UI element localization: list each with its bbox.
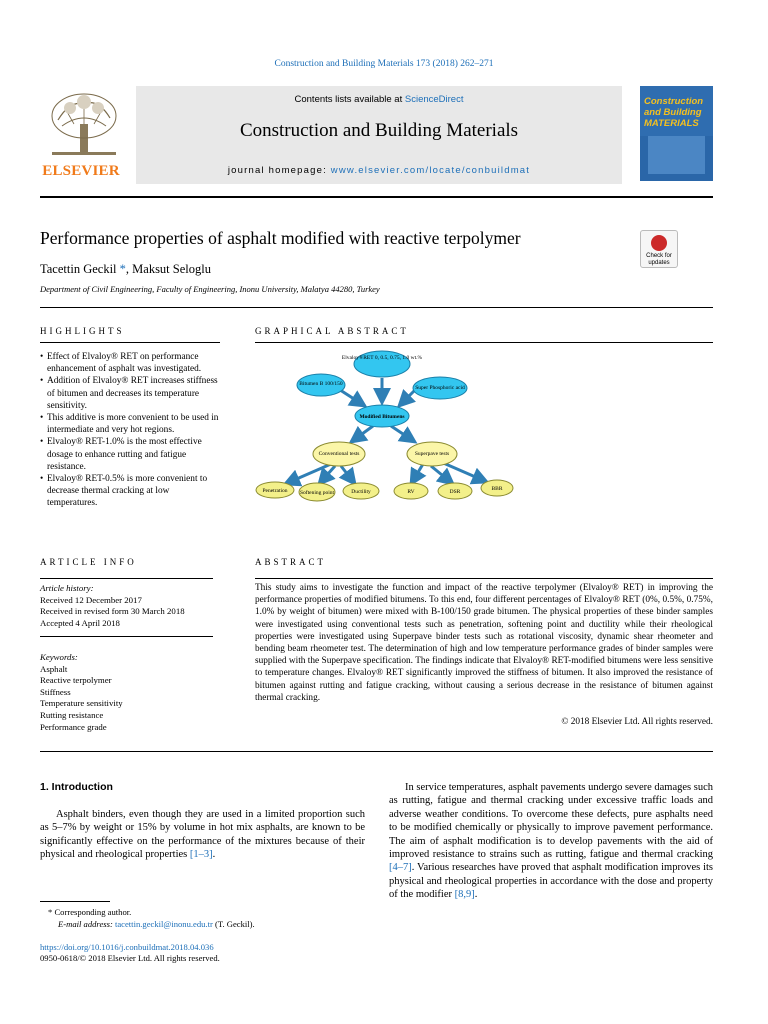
- node-phosphoric-text: Super Phosphoric acid: [415, 385, 465, 391]
- history-accepted: Accepted 4 April 2018: [40, 617, 120, 628]
- highlight-item: • Elvaloy® RET-0.5% is more convenient to decrease thermal cracking at low temperatures.: [40, 473, 220, 510]
- affiliation: Department of Civil Engineering, Faculty of Engineering, Inonu University, Malatya 44280, Turkey: [40, 284, 380, 294]
- intro-p2-text-2: . Various researches have proved that asphalt modification improves its physical and rheological properties in accordance with the dose and property of the modifier: [389, 862, 713, 901]
- graphical-abstract-figure[interactable]: [255, 348, 515, 508]
- check-updates-icon: [651, 235, 667, 251]
- leaf-bbr-text: BBR: [491, 486, 503, 492]
- node-superpave-text: Superpave tests: [414, 451, 450, 457]
- arrow-rv: [411, 464, 423, 484]
- graphical-abstract-rule: [255, 342, 713, 343]
- homepage-link[interactable]: www.elsevier.com/locate/conbuildmat: [330, 165, 531, 176]
- node-bitumen-text: Bitumen B 100/150: [299, 381, 343, 387]
- graphical-abstract-heading: GRAPHICAL ABSTRACT: [255, 326, 409, 336]
- body-divider: [40, 751, 713, 752]
- arrow-conv: [351, 426, 373, 442]
- intro-p1-end: .: [212, 849, 216, 861]
- issn-line: 0950-0618/© 2018 Elsevier Ltd. All rights reserved.: [40, 953, 220, 963]
- sciencedirect-link[interactable]: ScienceDirect: [404, 94, 464, 105]
- article-info-heading: ARTICLE INFO: [40, 557, 137, 567]
- citation-4-7[interactable]: [4–7]: [389, 862, 412, 874]
- keyword-item: Performance grade: [40, 721, 107, 732]
- leaf-dsr-text: DSR: [449, 489, 461, 495]
- arrow-pen: [285, 464, 331, 484]
- highlights-heading: HIGHLIGHTS: [40, 326, 125, 336]
- author-geckil[interactable]: Tacettin Geckil: [40, 262, 117, 276]
- history-revised: Received in revised form 30 March 2018: [40, 606, 185, 617]
- article-info-rule: [40, 578, 213, 579]
- arrow-super: [391, 426, 415, 442]
- keywords-block: [40, 652, 213, 733]
- journal-homepage: [136, 165, 622, 176]
- corresponding-author-note: * Corresponding author.: [48, 907, 132, 917]
- author-list: [40, 262, 211, 277]
- node-conventional-text: Conventional tests: [318, 451, 360, 457]
- intro-paragraph-2: [389, 781, 713, 902]
- email-label: E-mail address:: [58, 919, 115, 929]
- abstract-body: This study aims to investigate the function and impact of the reactive terpolymer (Elvaloy® RET) in improving the performance properties of modified bitumens. To this end, four different percentages of Elvaloy® RET (0%, 0.5%, 0.75%, 1.0% by weight of bitumen) were mixed with B-100/150 grade bitumen. The physical properties of these binder samples were investigated using conventional tests such as penetration, softening point and ductility while their rheological properties were investigated using Superpave binder tests such as rotational viscosity, dynamic shear rheometer and bending beam rheometer test. The determination of high and low temperature performance grades of binder samples were supplied with the Superpave specification. The findings indicate that Elvaloy® RET-modified bitumens were less sensitive to temperature changes. Elvaloy® RET significantly improved the stiffness of bitumen. It also improved the resistance of bitumen against rutting and fatigue cracking, without causing a serious decrease in the resistance of bitumen against thermal cracking.: [255, 583, 713, 703]
- corresponding-mark[interactable]: *: [116, 262, 126, 276]
- leaf-penetration-text: Penetration: [262, 488, 288, 494]
- intro-p1-text: Asphalt binders, even though they are used in a limited proportion such as 5–7% by weight or 15% by volume in hot mix asphalts, are known to be significantly effective on the performance of the mixtures because of their physical and rheological properties: [40, 809, 365, 861]
- highlight-item: • Elvaloy® RET-1.0% is the most effective dosage to enhance rutting and fatigue resistance.: [40, 436, 220, 473]
- article-history: [40, 583, 213, 629]
- keyword-item: Temperature sensitivity: [40, 698, 123, 709]
- doi-link[interactable]: https://doi.org/10.1016/j.conbuildmat.2018.04.036: [40, 942, 214, 952]
- introduction-heading: 1. Introduction: [40, 781, 113, 793]
- leaf-softening-text: Softening point: [299, 490, 335, 496]
- elsevier-wordmark: ELSEVIER: [42, 163, 120, 179]
- highlight-item: • Addition of Elvaloy® RET increases stiffness of bitumen and decreases its temperature sensitivity.: [40, 375, 220, 412]
- contents-prefix: Contents lists available at: [294, 94, 405, 105]
- author-seloglu[interactable]: Maksut Seloglu: [132, 262, 211, 276]
- paper-title: Performance properties of asphalt modified with reactive terpolymer: [40, 228, 521, 248]
- cover-image: [648, 136, 705, 174]
- badge-label: Check for updates: [646, 253, 672, 266]
- journal-title: Construction and Building Materials: [239, 120, 519, 141]
- citation-1-3[interactable]: [1–3]: [189, 849, 213, 861]
- highlights-list: [40, 351, 220, 510]
- journal-cover[interactable]: [640, 86, 713, 181]
- keyword-item: Stiffness: [40, 686, 71, 697]
- contents-line: [136, 94, 622, 105]
- journal-reference[interactable]: Construction and Building Materials 173 (2018) 262–271: [274, 59, 494, 69]
- node-elvaloy-text: Elvaloy®RET 0, 0.5, 0.75, 1.0 wt.%: [341, 355, 423, 361]
- email-suffix: (T. Geckil).: [212, 919, 255, 929]
- citation-8-9[interactable]: [8,9]: [454, 889, 475, 901]
- footnote-rule: [40, 901, 110, 902]
- check-for-updates-badge[interactable]: [640, 230, 678, 268]
- keyword-item: Asphalt: [40, 663, 68, 674]
- arrow-duct: [341, 466, 355, 484]
- keyword-item: Reactive terpolymer: [40, 675, 112, 686]
- header-divider: [40, 196, 713, 198]
- highlight-item: • Effect of Elvaloy® RET on performance enhancement of asphalt was investigated.: [40, 351, 220, 375]
- abstract-rule: [255, 578, 713, 579]
- node-modified-text: Modified Bitumens: [359, 414, 405, 420]
- cover-title: Construction and Building MATERIALS: [644, 96, 704, 129]
- homepage-prefix: journal homepage:: [227, 165, 331, 176]
- intro-p2-end: .: [474, 889, 478, 901]
- intro-paragraph-1: [40, 808, 365, 862]
- arrow-dsr: [431, 466, 453, 484]
- leaf-rv-text: RV: [407, 489, 415, 495]
- keywords-rule: [40, 636, 213, 637]
- author-separator: ,: [125, 262, 133, 276]
- email-line: [58, 918, 255, 930]
- title-divider: [40, 307, 713, 308]
- history-received: Received 12 December 2017: [40, 594, 142, 605]
- highlight-item: • This additive is more convenient to be used in intermediate and very hot regions.: [40, 412, 220, 436]
- keyword-item: Rutting resistance: [40, 709, 104, 720]
- email-link[interactable]: tacettin.geckil@inonu.edu.tr: [114, 919, 213, 929]
- keywords-label: Keywords:: [40, 652, 78, 662]
- leaf-ductility-text: Ductility: [351, 489, 371, 495]
- history-label: Article history:: [40, 583, 94, 593]
- abstract-copyright: © 2018 Elsevier Ltd. All rights reserved.: [561, 717, 713, 727]
- highlights-rule: [40, 342, 220, 343]
- abstract-heading: ABSTRACT: [255, 557, 327, 567]
- intro-p2-text-1: In service temperatures, asphalt pavements undergo severe damages such as rutting, fatigue and thermal cracking under excessive traffic loads and adverse weather conditions. To overcome these defects, pure asphalts need to be modified chemically or physically to improve pavement performance. The aim of asphalt modification is to develop pavements with the aid of improved resistance to strains such as rutting, fatigue and thermal cracking: [389, 782, 713, 861]
